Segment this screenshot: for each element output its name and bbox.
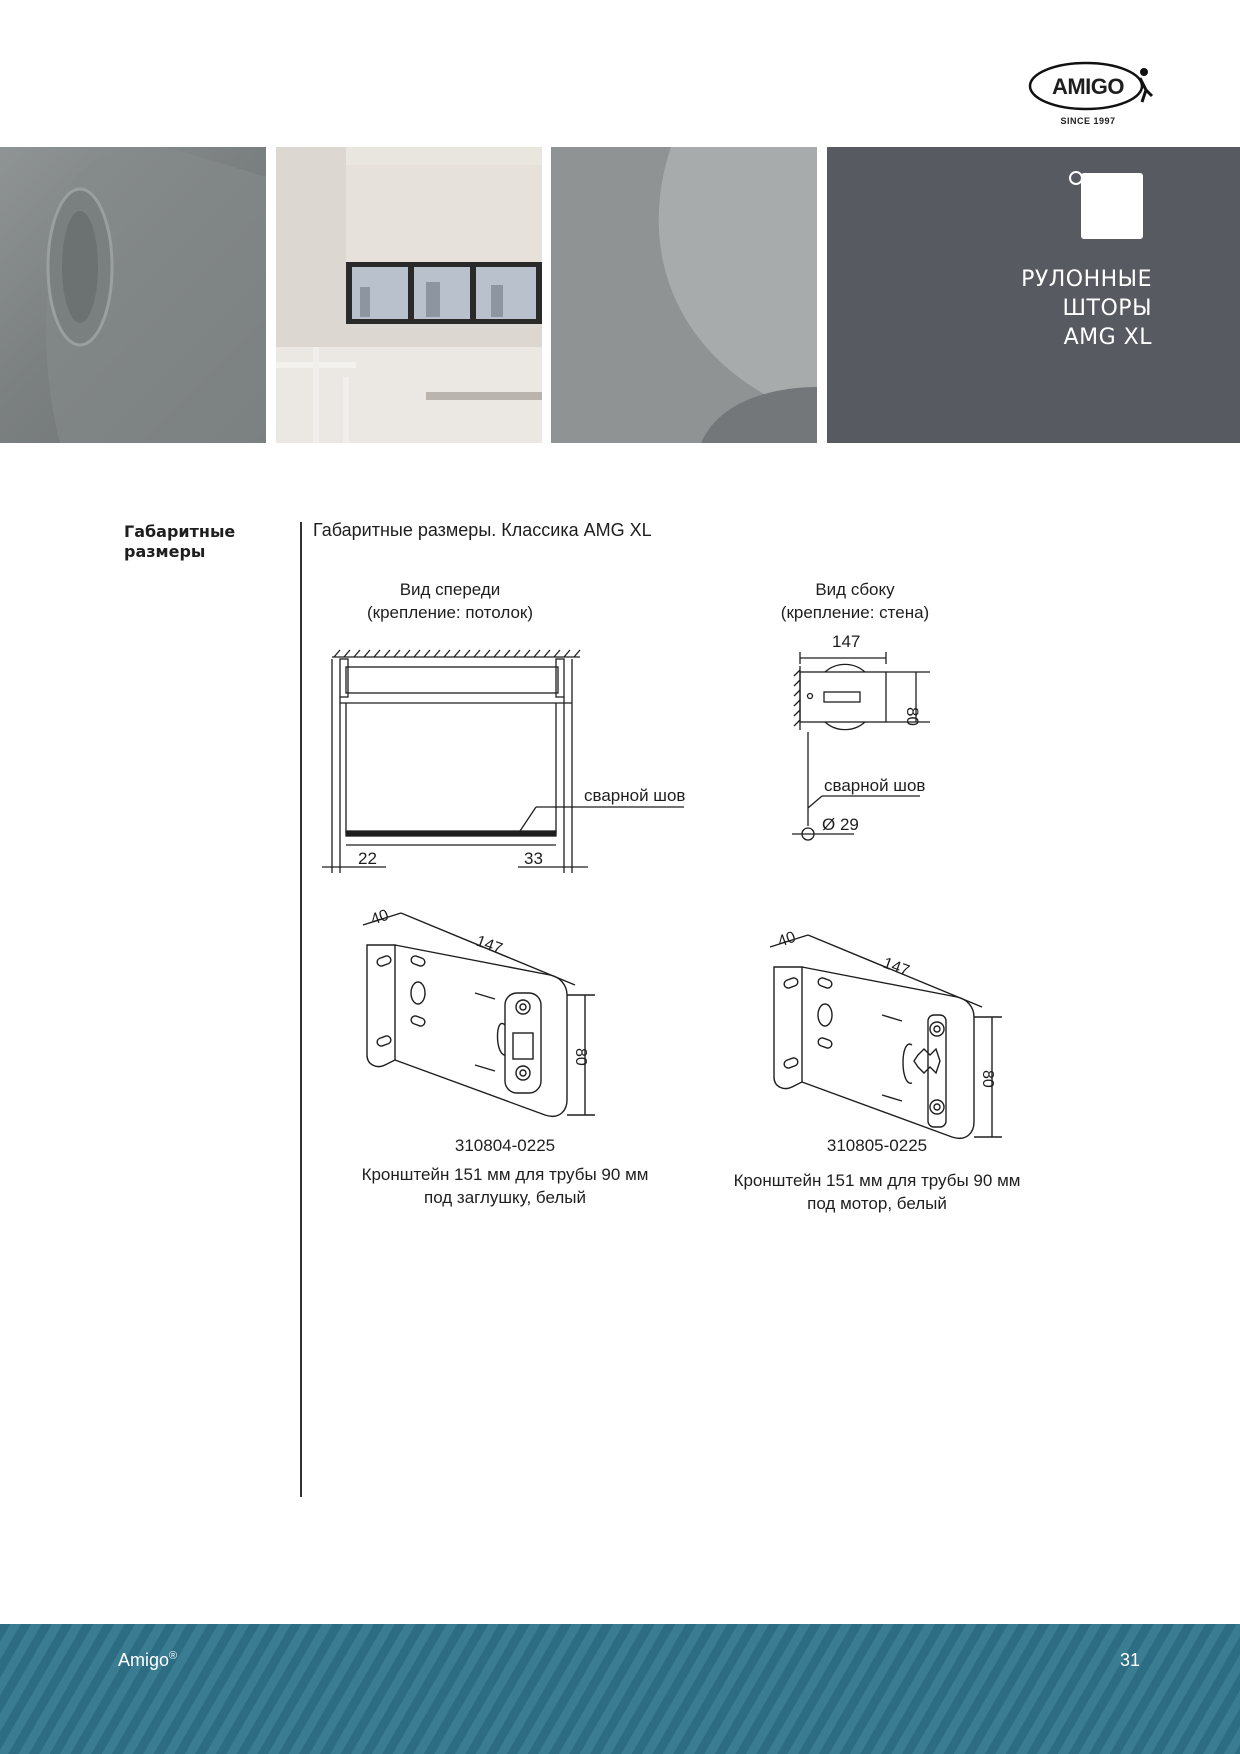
bracket-1-dim-height: 80 [572,1048,589,1066]
bracket-2-caption [712,1134,1042,1215]
banner-title-line-3: AMG XL [1063,325,1152,350]
bracket-2-dim-height: 80 [979,1070,996,1088]
room-image [276,147,542,443]
roller-blind-icon [1065,167,1145,243]
front-view-drawing [318,645,690,880]
side-view-drawing [780,630,940,845]
room-photo [276,147,542,443]
bracket-1-drawing [355,905,605,1125]
title-panel [827,147,1240,443]
side-dim-height: 80 [903,707,922,726]
banner-title-line-2: ШТОРЫ [1062,296,1152,321]
side-diameter-label: Ø 29 [822,815,859,834]
section-label-line-2: размеры [124,542,206,561]
bracket-1-caption [340,1134,670,1209]
amigo-logo [1028,56,1156,132]
bracket-2-dim-length: 147 [880,954,912,980]
footer-brand [118,1650,177,1671]
bracket-1-code: 310804-0225 [454,1136,556,1155]
fabric-texture-image [551,147,817,443]
logo-since: SINCE 1997 [1060,116,1116,126]
front-dim-right: 33 [524,849,543,868]
banner-title [1021,265,1152,352]
bracket-2-dim-depth: 40 [775,928,799,951]
side-view-title: Вид сбоку [815,580,895,599]
banner-title-line-1: РУЛОННЫЕ [1021,267,1152,292]
side-view-caption [740,578,970,624]
bracket-2-desc-line-2: под мотор, белый [807,1194,947,1213]
bracket-2-code: 310805-0225 [826,1136,928,1155]
front-dim-left: 22 [358,849,377,868]
front-weld-label: сварной шов [584,786,686,805]
fabric-roll-image [0,147,266,443]
front-view-mount: (крепление: потолок) [367,603,533,622]
footer-brand-text: Amigo [118,1650,170,1670]
section-label [124,522,274,562]
bracket-1-desc-line-2: под заглушку, белый [423,1188,586,1207]
bracket-1-desc-line-1: Кронштейн 151 мм для трубы 90 мм [361,1165,649,1184]
page-number: 31 [1119,1650,1140,1670]
page-subtitle: Габаритные размеры. Классика AMG XL [313,520,652,540]
side-weld-label: сварной шов [824,776,926,795]
bracket-1-dim-depth: 40 [368,906,392,929]
header-banner [0,147,1240,443]
ceiling-hatch [334,650,580,657]
side-dim-width: 147 [832,632,861,651]
section-divider [300,522,302,1497]
side-view-mount: (крепление: стена) [780,603,930,622]
registered-mark: ® [169,1650,178,1662]
bracket-2-drawing [762,927,1012,1147]
fabric-texture-photo [551,147,817,443]
front-view-title: Вид спереди [399,580,501,599]
logo-text: AMIGO [1051,74,1125,99]
bracket-1-dim-length: 147 [473,932,505,958]
fabric-roll-photo [0,147,266,443]
front-view-caption [330,578,570,624]
footer [0,1624,1240,1754]
bracket-2-desc-line-1: Кронштейн 151 мм для трубы 90 мм [733,1171,1021,1190]
section-label-line-1: Габаритные [124,522,236,541]
